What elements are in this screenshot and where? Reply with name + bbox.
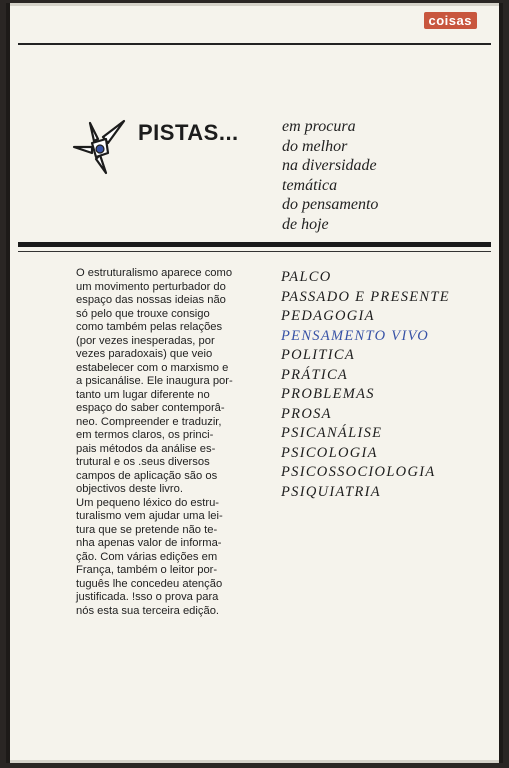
edge-wear: [10, 3, 499, 6]
blurb-line: a psicanálise. Ele inaugura por-: [76, 375, 233, 387]
blurb-line: nha apenas valor de informa-: [76, 537, 222, 549]
tagline-line: de hoje: [282, 215, 329, 233]
tagline-line: do pensamento: [282, 196, 379, 213]
edge-wear: [10, 760, 499, 763]
collection-item: PSICOSSOCIOLOGIA: [281, 464, 436, 480]
compass-logo-icon: [70, 117, 130, 177]
blurb-line: objectivos deste livro.: [76, 483, 183, 495]
divider-thin: [18, 251, 491, 252]
blurb-line: tuguês lhe concedeu atenção: [76, 577, 223, 590]
blurb-line: tura que se pretende não te-: [76, 523, 218, 536]
blurb-line: O estruturalismo aparece como: [76, 267, 233, 279]
collection-item: PSICOLOGIA: [281, 444, 378, 461]
collection-item: PEDAGOGIA: [281, 308, 375, 324]
tagline-line: do melhor: [282, 137, 348, 155]
blurb-line: em termos claros, os princi-: [76, 429, 214, 441]
collection-item: PALCO: [281, 269, 332, 285]
collection-item: PSICANÁLISE: [281, 425, 383, 441]
collection-item: PENSAMENTO VIVO: [281, 327, 430, 344]
tagline-line: na diversidade: [282, 157, 377, 174]
collection-item: POLITICA: [281, 347, 356, 363]
blurb-line: campos de aplicação são os: [76, 469, 218, 482]
blurb-line: como também pelas relações: [76, 321, 223, 333]
series-tagline: [282, 117, 378, 234]
collection-item: PSIQUIATRIA: [281, 483, 381, 500]
tagline-line: em procura: [282, 118, 356, 135]
blurb-line: trutural e os .seus diversos: [76, 456, 210, 468]
blurb-line: Um pequeno léxico do estru-: [76, 496, 220, 509]
blurb-line: espaço das nossas ideias não: [76, 294, 226, 306]
tagline-line: temática: [282, 176, 338, 194]
blurb-line: vezes paradoxais) que veio: [76, 348, 213, 360]
blurb-line: (por vezes inesperadas, por: [76, 334, 215, 347]
blurb-line: nós esta sua terceira edição.: [76, 604, 220, 617]
brand-label: coisas: [424, 12, 477, 29]
divider-thick: [18, 242, 491, 247]
blurb-line: um movimento perturbador do: [76, 280, 226, 293]
blurb-line: neo. Compreender e traduzir,: [76, 415, 222, 428]
blurb-line: França, também o leitor por-: [76, 564, 218, 576]
collection-item: PRÁTICA: [281, 366, 349, 383]
blurb-line: pais métodos da análise es-: [76, 442, 216, 455]
collection-list: [281, 268, 450, 502]
back-cover: [6, 3, 503, 763]
collection-item: PASSADO E PRESENTE: [281, 288, 450, 305]
blurb-line: justificada. !sso o prova para: [76, 591, 219, 603]
blurb-line: só pelo que trouxe consigo: [76, 307, 210, 320]
blurb-line: ção. Com várias edições em: [76, 550, 218, 563]
blurb-line: turalismo vem ajudar uma lei-: [76, 510, 223, 522]
collection-item: PROBLEMAS: [281, 386, 375, 402]
top-rule: [18, 43, 491, 45]
series-title: PISTAS...: [138, 120, 239, 145]
blurb-line: tanto um lugar diferente no: [76, 388, 210, 401]
blurb-line: estabelecer com o marxismo e: [76, 361, 229, 374]
collection-item: PROSA: [281, 405, 332, 422]
book-blurb: [76, 267, 258, 618]
blurb-line: espaço do saber contemporâ-: [76, 402, 225, 414]
